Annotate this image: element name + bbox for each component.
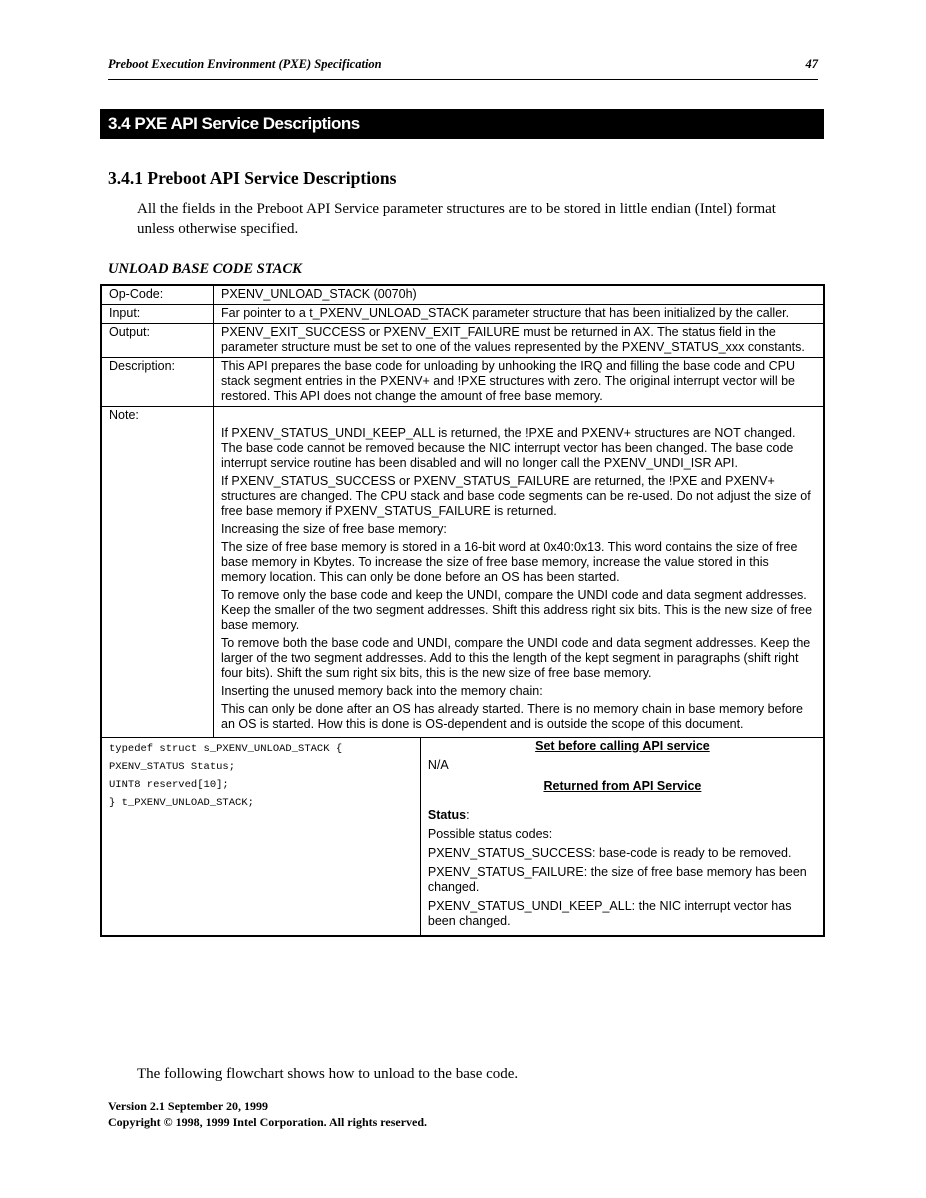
version-line: Version 2.1 September 20, 1999 <box>108 1099 268 1113</box>
code-line: } t_PXENV_UNLOAD_STACK; <box>109 797 254 809</box>
output-value: PXENV_EXIT_SUCCESS or PXENV_EXIT_FAILURE must be returned in AX. The status field in the parameter structure must be set to one of the values represented by the PXENV_STATUS_xxx constants. <box>214 324 825 358</box>
note-paragraph: This can only be done after an OS has already started. There is no memory chain in base memory before an OS is started. How this is done is OS-dependent and is outside the scope of this document. <box>221 702 804 731</box>
struct-definition <box>101 738 420 937</box>
status-colon: : <box>466 808 470 822</box>
intro-paragraph: All the fields in the Preboot API Service parameter structures are to be stored in little endian (Intel) format unless otherwise specified. <box>137 201 776 237</box>
output-label: Output: <box>101 324 214 358</box>
section-heading-bar <box>100 109 824 139</box>
flowchart-intro: The following flowchart shows how to unload to the base code. <box>137 1066 519 1082</box>
note-paragraph: To remove both the base code and UNDI, compare the UNDI code and data segment addresses. Keep the larger of the two segment addresses. Add to this the length of the kept segment in paragraphs (shift right four bits). Shift the sum right six bits, this is the new size of free base memory. <box>221 636 811 680</box>
status-code-item: PXENV_STATUS_SUCCESS: base-code is ready to be removed. <box>427 846 792 860</box>
set-before-heading: Set before calling API service <box>535 739 710 753</box>
note-paragraph: The size of free base memory is stored in a 16-bit word at 0x40:0x13. This word contains the size of free base memory in Kbytes. To increase the size of free base memory, increase the value stored in this memory location. This can only be done before an OS has been started. <box>221 540 798 584</box>
input-value: Far pointer to a t_PXENV_UNLOAD_STACK parameter structure that has been initialized by the caller. <box>214 305 825 324</box>
copyright-line: Copyright © 1998, 1999 Intel Corporation. All rights reserved. <box>108 1115 428 1129</box>
table-row <box>101 305 824 324</box>
subsection-title: 3.4.1 Preboot API Service Descriptions <box>108 168 397 188</box>
description-label: Description: <box>101 358 214 407</box>
page-number: 47 <box>805 57 818 71</box>
status-label: Status <box>427 808 467 822</box>
document-title: Preboot Execution Environment (PXE) Specification <box>108 57 382 71</box>
opcode-value: PXENV_UNLOAD_STACK (0070h) <box>214 285 825 305</box>
code-line: PXENV_STATUS Status; <box>109 761 236 773</box>
opcode-label: Op-Code: <box>101 285 214 305</box>
table-row <box>101 738 824 937</box>
note-paragraph: If PXENV_STATUS_UNDI_KEEP_ALL is returned, the !PXE and PXENV+ structures are NOT changed. The base code cannot be removed because the NIC interrupt vector has been changed. The base code interrupt service routine has been disabled and will no longer call the PXENV_UNDI_ISR API. <box>221 426 796 470</box>
note-label: Note: <box>101 407 214 738</box>
table-row <box>101 285 824 305</box>
field-descriptions <box>420 738 824 937</box>
note-paragraph: If PXENV_STATUS_SUCCESS or PXENV_STATUS_FAILURE are returned, the !PXE and PXENV+ structures are changed. The CPU stack and base code segments can be re-used. Do not adjust the size of free base memory if PXENV_STATUS_FAILURE is returned. <box>221 474 811 518</box>
returned-heading: Returned from API Service <box>543 779 702 793</box>
note-paragraph: Inserting the unused memory back into the memory chain: <box>221 684 543 698</box>
set-before-value: N/A <box>427 758 449 772</box>
status-field <box>428 808 817 823</box>
input-label: Input: <box>101 305 214 324</box>
table-row <box>101 358 824 407</box>
api-table <box>100 284 825 937</box>
api-title: UNLOAD BASE CODE STACK <box>108 261 302 277</box>
table-row <box>101 324 824 358</box>
description-value: This API prepares the base code for unloading by unhooking the IRQ and filling the base code and CPU stack segment entries in the PXENV+ and !PXE structures with zero. The original interrupt vector will be restored. This API does not change the amount of free base memory. <box>214 358 825 407</box>
section-title: 3.4 PXE API Service Descriptions <box>108 114 360 133</box>
status-code-item: PXENV_STATUS_FAILURE: the size of free base memory has been changed. <box>427 865 807 894</box>
table-row <box>101 407 824 738</box>
note-paragraph: To remove only the base code and keep the UNDI, compare the UNDI code and data segment addresses. Keep the smaller of the two segment addresses. Shift this address right six bits. This is the new size of free base memory. <box>221 588 813 632</box>
code-line: typedef struct s_PXENV_UNLOAD_STACK { <box>109 743 343 755</box>
page-footer <box>108 1098 427 1130</box>
note-paragraph: Increasing the size of free base memory: <box>221 522 447 536</box>
note-body <box>214 407 825 738</box>
status-code-item: PXENV_STATUS_UNDI_KEEP_ALL: the NIC interrupt vector has been changed. <box>427 899 792 928</box>
possible-codes-label: Possible status codes: <box>427 827 553 841</box>
page-header <box>108 55 818 80</box>
code-line: UINT8 reserved[10]; <box>109 779 229 791</box>
